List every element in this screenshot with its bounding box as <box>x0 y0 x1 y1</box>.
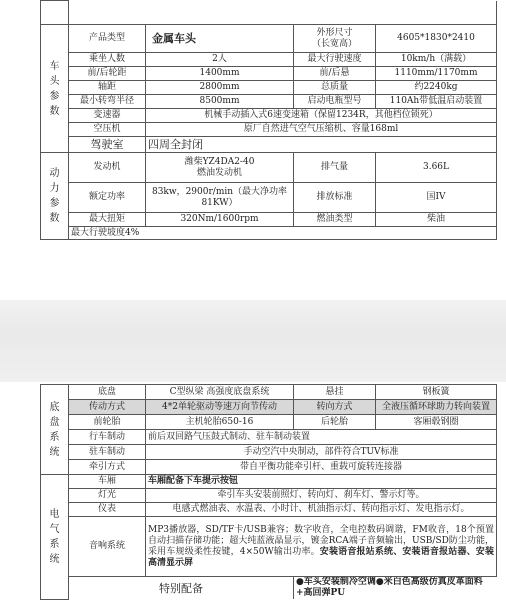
tow-value: 带自平衡功能牵引杆、重载可旋转连接器 <box>146 460 497 475</box>
emission-label: 排放标准 <box>294 183 376 213</box>
section-chassis-label: 底 盘 系 统 <box>41 385 69 475</box>
torque-value: 320Nm/1600rpm <box>146 213 294 227</box>
torque-label: 最大扭矩 <box>69 213 146 227</box>
fuel-value: 柴油 <box>376 213 497 227</box>
engine-value: 潍柴YZ4DA2-40 燃油发动机 <box>146 153 294 183</box>
steering-value: 全液压循环球助力转向装置 <box>376 400 497 415</box>
blank-top-cell <box>41 1 69 25</box>
overhang-label: 前/后悬 <box>294 67 376 81</box>
vehicle-head-spec-table <box>40 0 497 240</box>
front-tire-label: 前轮胎 <box>69 415 146 430</box>
cab-label: 驾驶室 <box>69 137 146 153</box>
seats-label: 乘坐人数 <box>69 53 146 67</box>
gearbox-label: 变速器 <box>69 109 146 123</box>
compressor-label: 空压机 <box>69 123 146 137</box>
audio-value <box>146 517 497 577</box>
battery-label: 启动电瓶型号 <box>294 95 376 109</box>
rear-tire-label: 后轮胎 <box>294 415 376 430</box>
brake-value: 前后双回路气压鼓式制动、驻车制动装置 <box>146 430 497 445</box>
light-label: 灯光 <box>69 489 146 503</box>
power-value: 83kw，2900r/min（最大净功率 81KW） <box>146 183 294 213</box>
seats-value: 2人 <box>146 53 294 67</box>
track-label: 前/后轮距 <box>69 67 146 81</box>
steering-label: 转向方式 <box>294 400 376 415</box>
turn-radius-label: 最小转弯半径 <box>69 95 146 109</box>
park-brake-label: 驻车制动 <box>69 445 146 460</box>
product-type-label: 产品类型 <box>69 25 146 53</box>
page-gap <box>0 300 506 382</box>
displacement-label: 排气量 <box>294 153 376 183</box>
audio-value-text: MP3播放器，SD/TF卡/USB兼容；数字收音，全电控数码调谐，FM收音，18个预置自动扫描存储功能；超大纯蓝液晶显示，镀金RCA端子音频输出，USB/SD防尘功能，采用车规级柔性按键，4×50W输出功率。 <box>148 524 494 557</box>
battery-value: 110Ah带低温启动装置 <box>376 95 497 109</box>
tow-label: 牵引方式 <box>69 460 146 475</box>
turn-radius-value: 8500mm <box>146 95 294 109</box>
brake-label: 行车制动 <box>69 430 146 445</box>
engine-label: 发动机 <box>69 153 146 183</box>
overhang-value: 1110mm/1170mm <box>376 67 497 81</box>
front-tire-value: 主机轮胎650-16 <box>146 415 294 430</box>
special-value: ●车头安装制冷空调●米白色高级仿真皮革面料+高回弹PU <box>294 577 497 600</box>
chassis-value: C型纵梁 高强度底盘系统 <box>146 385 294 400</box>
compressor-value: 原厂自然进气空气压缩机、容量168ml <box>146 123 497 137</box>
emission-value: 国IV <box>376 183 497 213</box>
gradient-note: 最大行驶坡度4% <box>69 227 497 240</box>
max-speed-value: 10km/h（满载） <box>376 53 497 67</box>
audio-label: 音响系统 <box>69 517 146 577</box>
document-page-2 <box>0 382 506 598</box>
rear-tire-value: 客厢毂钢圈 <box>376 415 497 430</box>
park-brake-value: 手动空汽中央制动，部件符合TUV标准 <box>146 445 497 460</box>
displacement-value: 3.66L <box>376 153 497 183</box>
fuel-label: 燃油类型 <box>294 213 376 227</box>
meter-value: 电感式燃油表、水温表、小时计、机油指示灯、转向指示灯、发电指示灯。 <box>146 503 497 517</box>
drive-label: 传动方式 <box>69 400 146 415</box>
drive-value: 4*2单轮驱动等速万向节传动 <box>146 400 294 415</box>
product-type-value: 金属车头 <box>146 25 294 53</box>
max-speed-label: 最大行驶速度 <box>294 53 376 67</box>
meter-label: 仪表 <box>69 503 146 517</box>
special-label: 特别配备 <box>69 577 294 600</box>
gearbox-value: 机械手动插入式6速变速箱（保留1234R，其他档位锁死） <box>146 109 497 123</box>
wheelbase-label: 轴距 <box>69 81 146 95</box>
power-label: 额定功率 <box>69 183 146 213</box>
chassis-electric-spec-table <box>40 384 497 600</box>
dimension-value: 4605*1830*2410 <box>376 25 497 53</box>
body-label: 车厢 <box>69 475 146 489</box>
cab-value: 四周全封闭 <box>146 137 497 153</box>
track-value: 1400mm <box>146 67 294 81</box>
wheelbase-value: 2800mm <box>146 81 294 95</box>
gross-weight-label: 总质量 <box>294 81 376 95</box>
body-value: 车厢配备下车提示按钮 <box>146 475 497 489</box>
audio-value-bold: 安装语音报站系统、安装语音报站器、安装高清显示屏 <box>148 546 494 568</box>
suspension-label: 悬挂 <box>294 385 376 400</box>
dimension-label: 外形尺寸 （长宽高） <box>294 25 376 53</box>
chassis-label: 底盘 <box>69 385 146 400</box>
light-value: 牵引车头安装前照灯、转向灯、刹车灯、警示灯等。 <box>146 489 497 503</box>
section-electric-label: 电 气 系 统 <box>41 475 69 600</box>
section-head-label: 车 头 参 数 <box>41 25 69 153</box>
section-power-label: 动 力 参 数 <box>41 153 69 240</box>
suspension-value: 钢板簧 <box>376 385 497 400</box>
gross-weight-value: 约2240kg <box>376 81 497 95</box>
